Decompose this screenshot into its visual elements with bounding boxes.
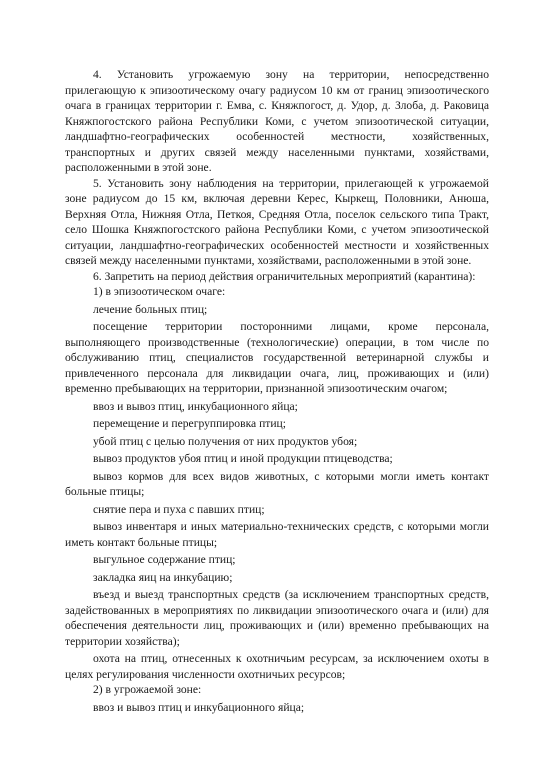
list-item: перемещение и перегруппировка птиц;: [93, 417, 286, 430]
list-item: снятие пера и пуха с павших птиц;: [93, 502, 265, 516]
list-item: посещение территории посторонними лицами, кроме персонала, выполняющего производственные (технологические) операции, в том числе по обслуживанию птиц, специалистов государственной ветеринарной службы и привлеченного персонала для ликвидации очага, лиц, проживающих и (или) временно пребывающих на территории, признанной эпизоотическим очагом;: [65, 320, 489, 395]
list-item: убой птиц с целью получения от них продуктов убоя;: [93, 434, 358, 448]
paragraph-prohibition-intro: 6. Запретить на период действия ограничительных мероприятий (карантина):: [93, 269, 476, 283]
list-item: вывоз кормов для всех видов животных, с которыми могли иметь контакт больные птицы;: [65, 469, 489, 498]
document-page: [65, 67, 489, 715]
paragraph-observation-zone: 5. Установить зону наблюдения на территории, прилегающей к угрожаемой зоне радиусом до 15 км, включая деревни Керес, Кыркещ, Половники, Анюша, Верхняя Отла, Нижняя Отла, Петкоя, Средняя Отла, поселок сельского типа Тракт, село Шошка Княжпогостского района Республики Коми, с учетом эпизоотической ситуации, ландшафтно-географических особенностей местности и хозяйственных связей между населенными пунктами, хозяйствами, расположенными в этой зоне.: [65, 176, 489, 267]
list-item: вывоз продуктов убоя птиц и иной продукции птицеводства;: [93, 452, 393, 465]
list-item: вывоз инвентаря и иных материально-технических средств, с которыми могли иметь контакт больные птицы;: [65, 520, 489, 549]
paragraph-threatened-zone: 4. Установить угрожаемую зону на территории, непосредственно прилегающую к эпизоотическому очагу радиусом 10 км от границ эпизоотического очага в границах территории г. Емва, с. Княжпогост, д. Удор, д. Злоба, д. Раковица Княжпогостского района Республики Коми, с учетом эпизоотической ситуации, ландшафтно-географических особенностей местности, хозяйственных, транспортных и других связей между населенными пунктами, хозяйствами, расположенными в этой зоне.: [65, 68, 489, 174]
list-item: охота на птиц, отнесенных к охотничьим ресурсам, за исключением охоты в целях регулирования численности охотничьих ресурсов;: [65, 652, 489, 681]
subheading-epizootic-focus: 1) в эпизоотическом очаге:: [93, 285, 226, 298]
list-item: закладка яиц на инкубацию;: [93, 570, 233, 584]
list-item: выгульное содержание птиц;: [93, 553, 236, 566]
subheading-threatened-zone: 2) в угрожаемой зоне:: [93, 683, 202, 696]
list-item: лечение больных птиц;: [93, 302, 208, 316]
list-item: ввоз и вывоз птиц, инкубационного яйца;: [93, 399, 298, 413]
list-item: ввоз и вывоз птиц и инкубационного яйца;: [93, 700, 305, 714]
list-item: въезд и выезд транспортных средств (за исключением транспортных средств, задействованных в мероприятиях по ликвидации эпизоотического очага и (или) для обеспечения деятельности лиц, проживающих и (или) временно пребывающих на территории хозяйства);: [65, 588, 489, 648]
